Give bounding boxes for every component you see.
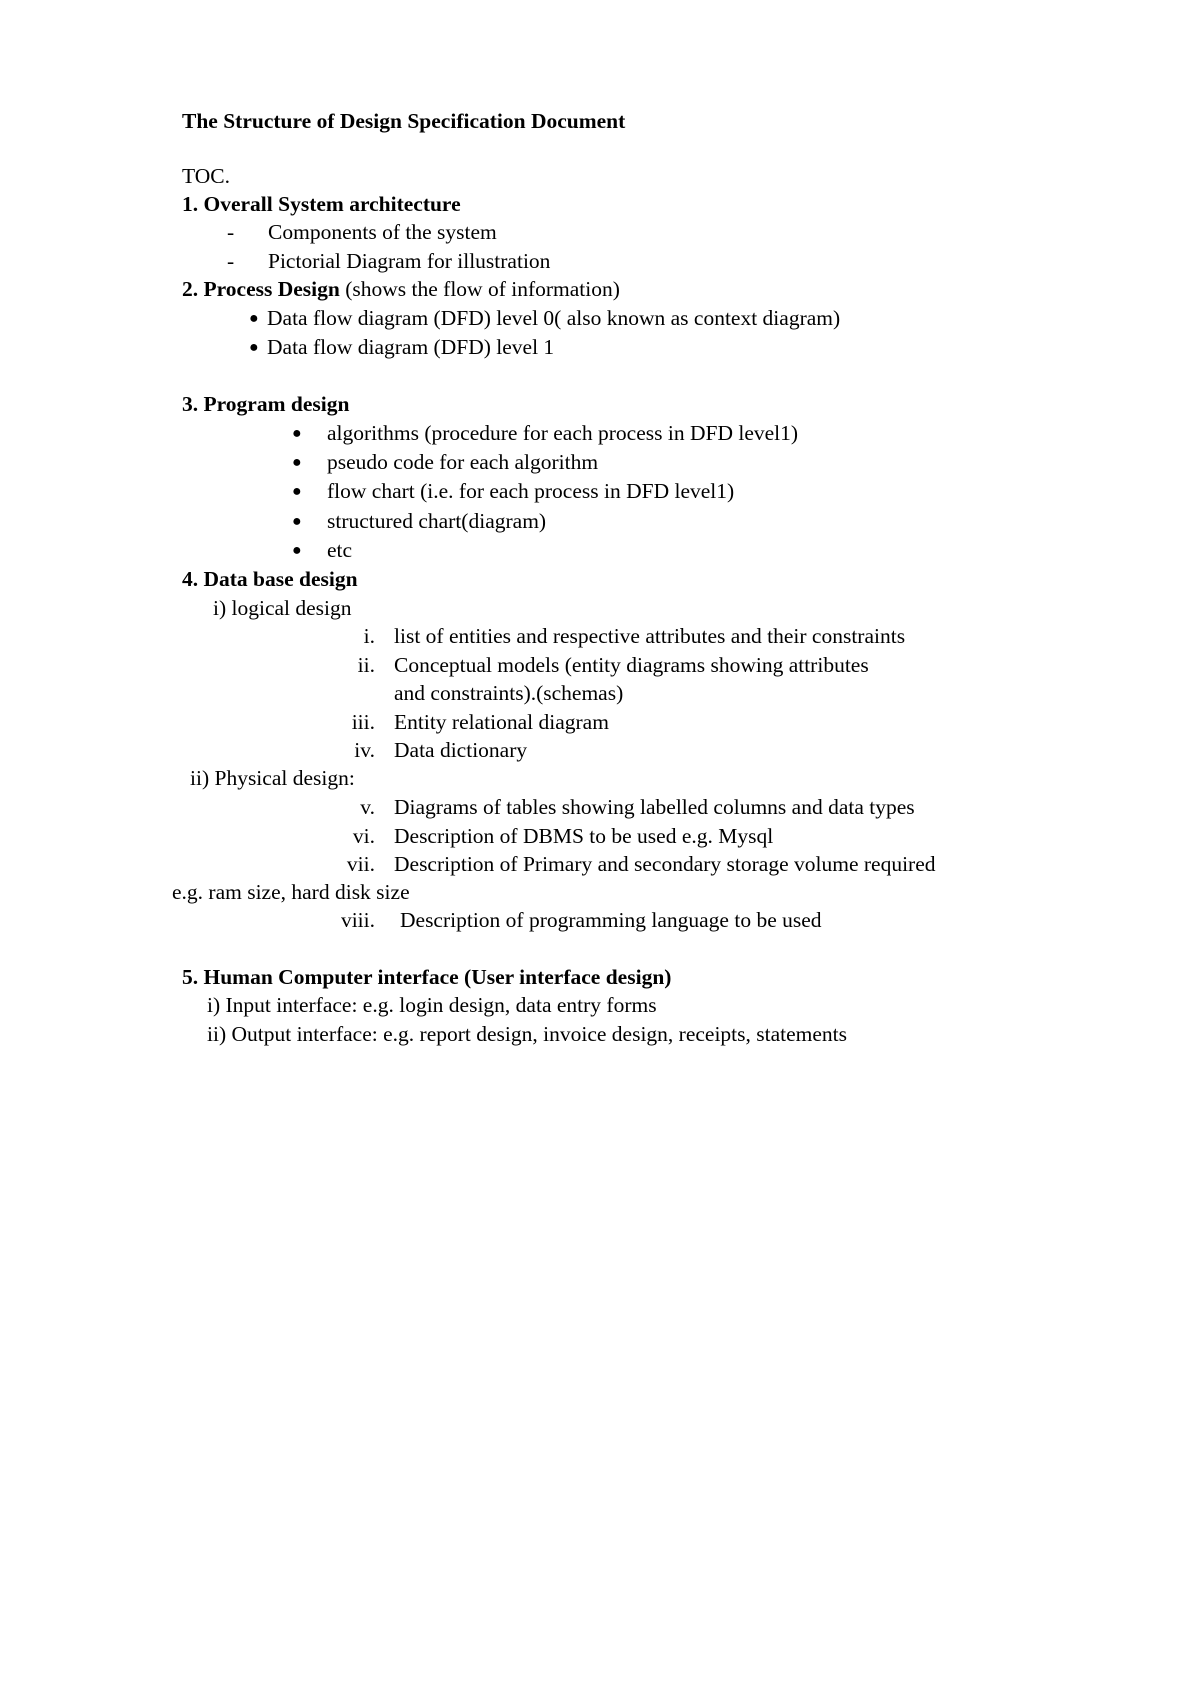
bullet-icon: ● xyxy=(249,339,259,356)
section-2-item: Data flow diagram (DFD) level 1 xyxy=(267,335,555,359)
section-1-heading: 1. Overall System architecture xyxy=(182,192,461,216)
bullet-icon: ● xyxy=(292,483,302,500)
logical-item: Entity relational diagram xyxy=(394,710,609,734)
logical-item: list of entities and respective attributes and their constraints xyxy=(394,624,906,648)
dash-marker: - xyxy=(227,249,235,273)
dash-marker: - xyxy=(227,220,235,244)
section-4-heading: 4. Data base design xyxy=(182,567,358,591)
section-3-item: algorithms (procedure for each process in DFD level1) xyxy=(327,421,799,445)
section-3-item: structured chart(diagram) xyxy=(327,509,547,533)
section-3-item: pseudo code for each algorithm xyxy=(327,450,599,474)
section-5-heading: 5. Human Computer interface (User interface design) xyxy=(182,965,672,989)
bullet-icon: ● xyxy=(292,513,302,530)
physical-item: Diagrams of tables showing labelled columns and data types xyxy=(394,795,915,819)
roman-numeral: viii. xyxy=(340,908,375,932)
bullet-icon: ● xyxy=(292,425,302,442)
roman-numeral: iv. xyxy=(354,738,375,762)
physical-item: Description of Primary and secondary storage volume required xyxy=(394,852,936,876)
section-5-item: i) Input interface: e.g. login design, data entry forms xyxy=(207,993,657,1017)
bullet-icon: ● xyxy=(292,454,302,471)
section-3-item: flow chart (i.e. for each process in DFD level1) xyxy=(327,479,735,503)
section-5-item: ii) Output interface: e.g. report design, invoice design, receipts, statements xyxy=(207,1022,848,1046)
section-1-item: Pictorial Diagram for illustration xyxy=(268,249,551,273)
section-2-heading-note: (shows the flow of information) xyxy=(339,277,620,301)
logical-item: Conceptual models (entity diagrams showing attributes xyxy=(394,653,869,677)
physical-design-label: ii) Physical design: xyxy=(190,766,355,790)
section-1-item: Components of the system xyxy=(268,220,497,244)
toc-label: TOC. xyxy=(182,164,230,188)
roman-numeral: v. xyxy=(360,795,375,819)
roman-numeral: ii. xyxy=(357,653,375,677)
bullet-icon: ● xyxy=(249,310,259,327)
section-2-heading xyxy=(182,279,620,301)
roman-numeral: i. xyxy=(363,624,375,648)
section-3-item: etc xyxy=(327,538,353,562)
logical-item: Data dictionary xyxy=(394,738,528,762)
roman-numeral: vii. xyxy=(346,852,375,876)
logical-item-continuation: and constraints).(schemas) xyxy=(394,681,624,705)
logical-design-label: i) logical design xyxy=(213,596,352,620)
document-title: The Structure of Design Specification Document xyxy=(182,109,626,133)
roman-numeral: iii. xyxy=(351,710,375,734)
section-2-item: Data flow diagram (DFD) level 0( also known as context diagram) xyxy=(267,306,841,330)
physical-item: Description of DBMS to be used e.g. Mysql xyxy=(394,824,774,848)
roman-numeral: vi. xyxy=(352,824,375,848)
physical-item-continuation: e.g. ram size, hard disk size xyxy=(172,880,410,904)
section-2-heading-bold: 2. Process Design xyxy=(182,277,340,301)
bullet-icon: ● xyxy=(292,542,302,559)
physical-item: Description of programming language to be used xyxy=(400,908,822,932)
section-3-heading: 3. Program design xyxy=(182,392,350,416)
